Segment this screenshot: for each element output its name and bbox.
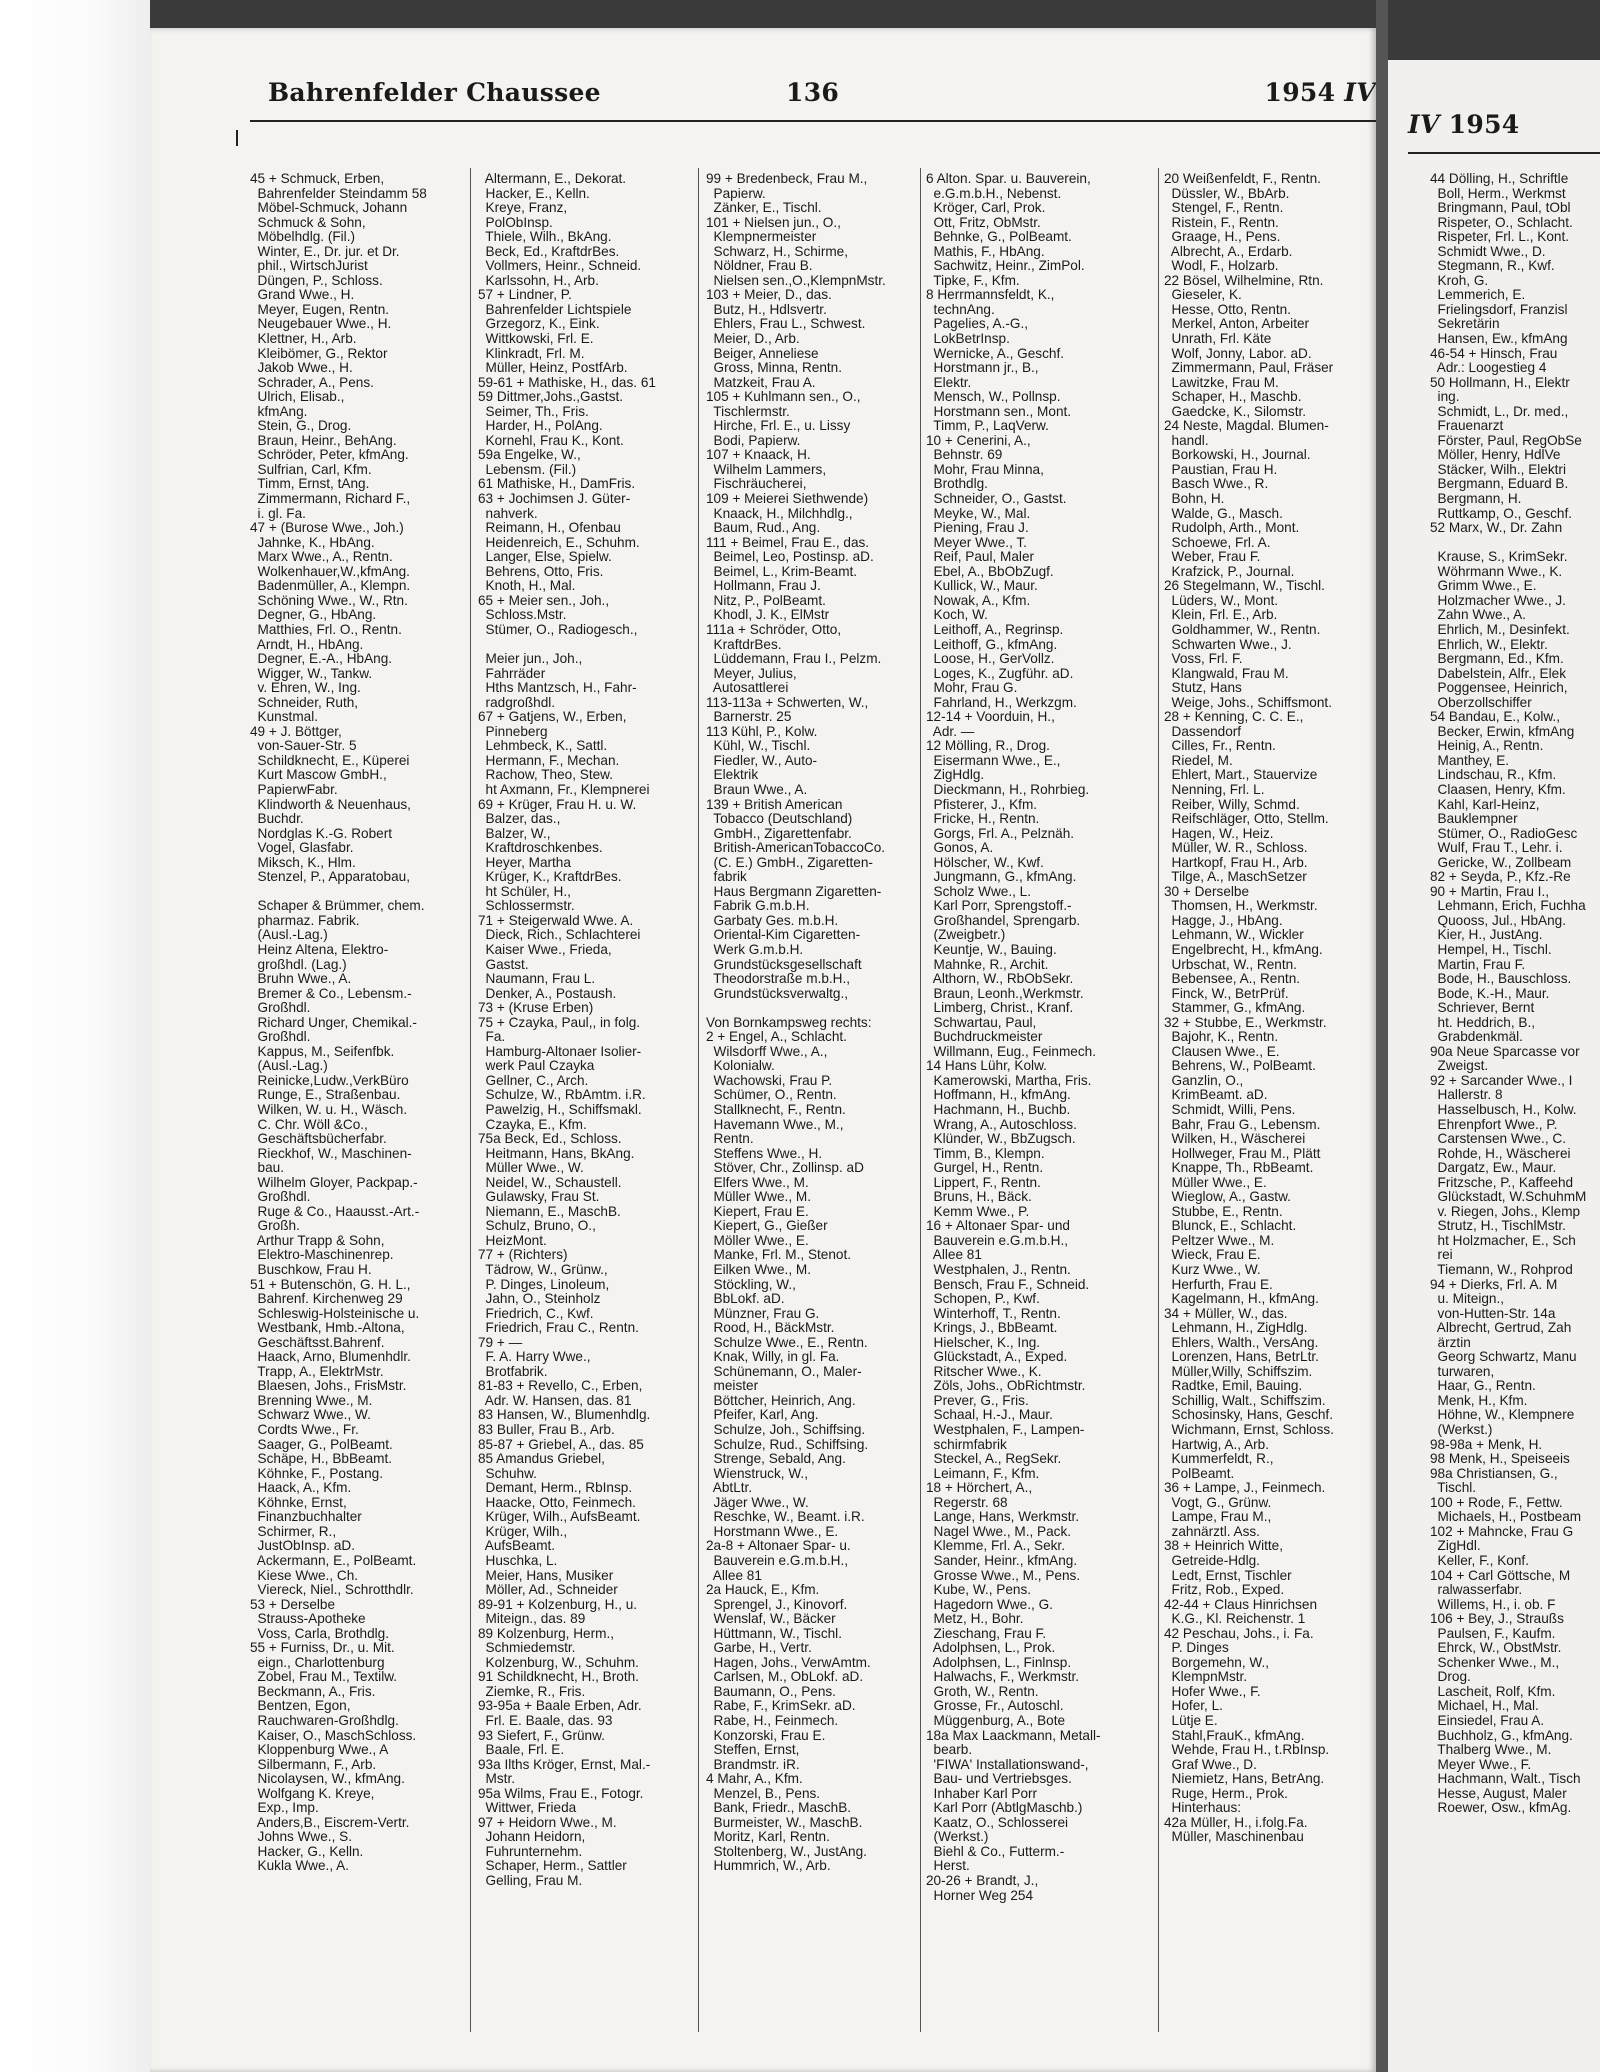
column-2: Altermann, E., Dekorat. Hacker, E., Kelln. Kreye, Franz, PolObInsp. Thiele, Wilh., BkAng. Beck, Ed., KraftdrBes. Vollmers, Heinr., Schneid. Karlssohn, H., Arb. 57 + Lindner, P. Bahrenfelder Lichtspiele Grzegorz, K., Eink. Wittkowski, Frl. E. Klinkradt, Frl. M. Müller, Heinz, PostfArb. 59-61 + Mathiske, H., das. 61 59 Dittmer,Johs.,Gastst. Seimer, Th., Fris. Harder, H., PolAng. Kornehl, Frau K., Kont. 59a Engelke, W., Lebensm. (Fil.) 61 Mathiske, H., DamFris. 63 + Jochimsen J. Güter- nahverk. Reimann, H., Ofenbau Heidenreich, E., Schuhm. Langer, Else, Spielw. Behrens, Otto, Fris. Knoth, H., Mal. 65 + Meier sen., Joh., Schloss.Mstr. Stümer, O., Radiogesch., Meier jun., Joh., Fahrräder Hths Mantzsch, H., Fahr- radgroßhdl. 67 + Gatjens, W., Erben, Pinneberg Lehmbeck, K., Sattl. Hermann, F., Mechan. Rachow, Theo, Stew. ht Axmann, Fr., Klempnerei 69 + Krüger, Frau H. u. W. Balzer, das., Balzer, W., Kraftdroschkenbes. Heyer, Martha Krüger, K., KraftdrBes. ht Schüler, H., Schlossermstr. 71 + Steigerwald Wwe. A. Dieck, Rich., Schlachterei Kaiser Wwe., Frieda, Gastst. Naumann, Frau L. Denker, A., Postaush. 73 + (Kruse Erben) 75 + Czayka, Paul,, in folg. Fa. Hamburg-Altonaer Isolier- werk Paul Czayka Gellner, C., Arch. Schulze, W., RbAmtm. i.R. Pawelzig, H., Schiffsmakl. Czayka, E., Kfm. 75a Beck, Ed., Schloss. Heitmann, Hans, BkAng. Müller Wwe., W. Neidel, W., Schaustell. Gulawsky, Frau St. Niemann, E., MaschB. Schulz, Bruno, O., HeizMont. 77 + (Richters) Tädrow, W., Grünw., P. Dinges, Linoleum, Jahn, O., Steinholz Friedrich, C., Kwf. Friedrich, Frau C., Rentn. 79 + — F. A. Harry Wwe., Brotfabrik. 81-83 + Revello, C., Erben, Adr. W. Hansen, das. 81 83 Hansen, W., Blumenhdlg. 83 Buller, Frau B., Arb. 85-87 + Griebel, A., das. 85 85 Amandus Griebel, Schuhw. Demant, Herm., RbInsp. Haacke, Otto, Feinmech. Krüger, Wilh., AufsBeamt. Krüger, Wilh., AufsBeamt. Huschka, L. Meier, Hans, Musiker Möller, Ad., Schneider 89-91 + Kolzenburg, H., u. Miteign., das. 89 89 Kolzenburg, Herm., Schmiedemstr. Kolzenburg, W., Schuhm. 91 Schildknecht, H., Broth. Ziemke, R., Fris. 93-95a + Baale Erben, Adr. Frl. E. Baale, das. 93 93 Siefert, F., Grünw. Baale, Frl. E. 93a Ilths Kröger, Ernst, Mal.- Mstr. 95a Wilms, Frau E., Fotogr. Wittwer, Frieda 97 + Heidorn Wwe., M. Johann Heidorn, Fuhrunternehm. Schaper, Herm., Sattler Gelling, Frau M. (478, 172, 656, 1888)
page-number: 136 (786, 78, 840, 107)
street-title: Bahrenfelder Chaussee (268, 78, 601, 107)
year: 1954 (1264, 78, 1336, 107)
book-gutter (1376, 0, 1388, 2072)
header-rule (250, 120, 1376, 122)
next-directory-page (1388, 60, 1600, 2072)
margin-mark (236, 130, 238, 146)
column-1: 45 + Schmuck, Erben, Bahrenfelder Steindamm 58 Möbel-Schmuck, Johann Schmuck & Sohn, Möbelhdlg. (Fil.) Winter, E., Dr. jur. et Dr. phil., WirtschJurist Düngen, P., Schloss. Grand Wwe., H. Meyer, Eugen, Rentn. Neugebauer Wwe., H. Klettner, H., Arb. Kleibömer, G., Rektor Jakob Wwe., H. Schrader, A., Pens. Ulrich, Elisab., kfmAng. Stein, G., Drog. Braun, Heinr., BehAng. Schröder, Peter, kfmAng. Sulfrian, Carl, Kfm. Timm, Ernst, tAng. Zimmermann, Richard F., i. gl. Fa. 47 + (Burose Wwe., Joh.) Jahnke, K., HbAng. Marx Wwe., A., Rentn. Wolkenhauer,W.,kfmAng. Badenmüller, A., Klempn. Schöning Wwe., W., Rtn. Degner, G., HbAng. Matthies, Frl. O., Rentn. Arndt, H., HbAng. Degner, E.-A., HbAng. Wigger, W., Tankw. v. Ehren, W., Ing. Schneider, Ruth, Kunstmal. 49 + J. Böttger, von-Sauer-Str. 5 Schildknecht, E., Küperei Kurt Mascow GmbH., PapierwFabr. Klindworth & Neuenhaus, Buchdr. Nordglas K.-G. Robert Vogel, Glasfabr. Miksch, K., Hlm. Stenzel, P., Apparatobau, Schaper & Brümmer, chem. pharmaz. Fabrik. (Ausl.-Lag.) Heinz Altena, Elektro- großhdl. (Lag.) Bruhn Wwe., A. Bremer & Co., Lebensm.- Großhdl. Richard Unger, Chemikal.- Großhdl. Kappus, M., Seifenfbk. (Ausl.-Lag.) Reinicke,Ludw.,VerkBüro Runge, E., Straßenbau. Wilken, W. u. H., Wäsch. C. Chr. Wöll &Co., Geschäftsbücherfabr. Rieckhof, W., Maschinen- bau. Wilhelm Gloyer, Packpap.- Großhdl. Ruge & Co., Haausst.-Art.- Großh. Arthur Trapp & Sohn, Elektro-Maschinenrep. Buschkow, Frau H. 51 + Butenschön, G. H. L., Bahrenf. Kirchenweg 29 Schleswig-Holsteinische u. Westbank, Hmb.-Altona, Geschäftsst.Bahrenf. Haack, Arno, Blumenhdlr. Trapp, A., ElektrMstr. Blaesen, Johs., FrisMstr. Brenning Wwe., M. Schwarz Wwe., W. Cordts Wwe., Fr. Saager, G., PolBeamt. Schäpe, H., BbBeamt. Köhnke, F., Postang. Haack, A., Kfm. Köhnke, Ernst, Finanzbuchhalter Schirmer, R., JustObInsp. aD. Ackermann, E., PolBeamt. Kiese Wwe., Ch. Viereck, Niel., Schrotthdlr. 53 + Derselbe Strauss-Apotheke Voss, Carla, Brothdlg. 55 + Furniss, Dr., u. Mit. eign., Charlottenburg Zobel, Frau M., Textilw. Beckmann, A., Fris. Bentzen, Egon, Rauchwaren-Großhdlg. Kaiser, O., MaschSchloss. Kloppenburg Wwe., A Silbermann, F., Arb. Nicolaysen, W., kfmAng. Wolfgang K. Kreye, Exp., Imp. Anders,B., Eiscrem-Vertr. Johns Wwe., S. Hacker, G., Kelln. Kukla Wwe., A. (250, 172, 427, 1874)
scan-background-left (0, 0, 150, 2072)
next-page-year: 1954 (1448, 110, 1520, 139)
column-4: 6 Alton. Spar. u. Bauverein, e.G.m.b.H., Nebenst. Kröger, Carl, Prok. Ott, Fritz, ObMstr. Behnke, G., PolBeamt. Mathis, F., HbAng. Sachwitz, Heinr., ZimPol. Tipke, F., Kfm. 8 Herrmannsfeldt, K., technAng. Pagelies, A.-G., LokBetrInsp. Wernicke, A., Geschf. Horstmann jr., B., Elektr. Mensch, W., Pollnsp. Horstmann sen., Mont. Timm, P., LaqVerw. 10 + Cenerini, A., Behnstr. 69 Mohr, Frau Minna, Brothdlg. Schneider, O., Gastst. Meyke, W., Mal. Piening, Frau J. Meyer Wwe., T. Reif, Paul, Maler Ebel, A., BbObZugf. Kullick, W., Maur. Nowak, A., Kfm. Koch, W. Leithoff, A., Regrinsp. Leithoff, G., kfmAng. Loose, H., GerVollz. Loges, K., Zugführ. aD. Mohr, Frau G. Fahrland, H., Werkzgm. 12-14 + Voorduin, H., Adr. — 12 Mölling, R., Drog. Eisermann Wwe., E., ZigHdlg. Dieckmann, H., Rohrbieg. Pfisterer, J., Kfm. Fricke, H., Rentn. Gorgs, Frl. A., Pelznäh. Gonos, A. Hölscher, W., Kwf. Jungmann, G., kfmAng. Scholz Wwe., L. Karl Porr, Sprengstoff.- Großhandel, Sprengarb. (Zweigbetr.) Keuntje, W., Bauing. Mahnke, R., Archit. Althorn, W., RbObSekr. Braun, Leonh.,Werkmstr. Limberg, Christ., Kranf. Schwartau, Paul, Buchdruckmeister Willmann, Eug., Feinmech. 14 Hans Lühr, Kolw. Kamerowski, Martha, Fris. Hoffmann, H., kfmAng. Hachmann, H., Buchb. Wrang, A., Autoschloss. Klünder, W., BbZugsch. Timm, B., Klempn. Gurgel, H., Rentn. Lippert, F., Rentn. Bruns, H., Bäck. Kemm Wwe., P. 16 + Altonaer Spar- und Bauverein e.G.m.b.H., Allee 81 Westphalen, J., Rentn. Bensch, Frau F., Schneid. Schopen, P., Kwf. Winterhoff, T., Rentn. Krings, J., BbBeamt. Hielscher, K., Ing. Glückstadt, A., Exped. Ritscher Wwe., K. Zöls, Johs., ObRichtmstr. Prever, G., Fris. Schaal, H.-J., Maur. Westphalen, F., Lampen- schirmfabrik Steckel, A., RegSekr. Leimann, F., Kfm. 18 + Hörchert, A., Regerstr. 68 Lange, Hans, Werkmstr. Nagel Wwe., M., Pack. Klemme, Frl. A., Sekr. Sander, Heinr., kfmAng. Grosse Wwe., M., Pens. Kube, W., Pens. Hagedorn Wwe., G. Metz, H., Bohr. Zieschang, Frau F. Adolphsen, L., Prok. Adolphsen, L., Finlnsp. Halwachs, F., Werkmstr. Groth, W., Rentn. Grosse, Fr., Autoschl. Müggenburg, A., Bote 18a Max Laackmann, Metall- bearb. 'FIWA' Installationswand-, Bau- und Vertriebsges. Inhaber Karl Porr Karl Porr (AbtlgMaschb.) Kaatz, O., Schlosserei (Werkst.) Biehl & Co., Futterm.- Herst. 20-26 + Brandt, J., Horner Weg 254 (926, 172, 1101, 1903)
column-divider (1158, 168, 1159, 2032)
next-page-column: 44 Dölling, H., Schriftle Boll, Herm., Werkmst Bringmann, Paul, tObl Rispeter, O., Schlacht. Rispeter, Frl. L., Kont. Schmidt Wwe., D. Stegmann, R., Kwf. Kroh, G. Lemmerich, E. Frielingsdorf, Franzisl Sekretärin Hansen, Ew., kfmAng 46-54 + Hinsch, Frau Adr.: Loogestieg 4 50 Hollmann, H., Elektr ing. Schmidt, L., Dr. med., Frauenarzt Förster, Paul, RegObSe Möller, Henry, HdlVe Stäcker, Wilh., Elektri Bergmann, Eduard B. Bergmann, H. Ruttkamp, O., Geschf. 52 Marx, W., Dr. Zahn Krause, S., KrimSekr. Wöhrmann Wwe., K. Grimm Wwe., E. Holzmacher Wwe., J. Zahn Wwe., A. Ehrlich, M., Desinfekt. Ehrlich, W., Elektr. Bergmann, Ed., Kfm. Dabelstein, Alfr., Elek Poggensee, Heinrich, Oberzollschiffer 54 Bandau, E., Kolw., Becker, Erwin, kfmAng Heinig, A., Rentn. Manthey, E. Lindschau, R., Kfm. Claasen, Henry, Kfm. Kahl, Karl-Heinz, Bauklempner Stümer, O., RadioGesc Wulf, Frau T., Lehr. i. Gericke, W., Zollbeam 82 + Seyda, P., Kfz.-Re 90 + Martin, Frau I., Lehmann, Erich, Fuchha Quooss, Jul., HbAng. Kier, H., JustAng. Hempel, H., Tischl. Martin, Frau F. Bode, H., Bauschloss. Bode, K.-H., Maur. Schriever, Bernt ht. Heddrich, B., Grabdenkmäl. 90a Neue Sparcasse vor Zweigst. 92 + Sarcander Wwe., I Hallerstr. 8 Hasselbusch, H., Kolw. Ehrenpfort Wwe., P. Carstensen Wwe., C. Rohde, H., Wäscherei Dargatz, Ew., Maur. Fritzsche, P., Kaffeehd Glückstadt, W.SchuhmM v. Riegen, Johs., Klemp Strutz, H., TischlMstr. ht Holzmacher, E., Sch rei Tiemann, W., Rohprod 94 + Dierks, Frl. A. M u. Miteign., von-Hutten-Str. 14a Albrecht, Gertrud, Zah ärztin Georg Schwartz, Manu turwaren, Haar, G., Rentn. Menk, H., Kfm. Höhne, W., Klempnere (Werkst.) 98-98a + Menk, H. 98 Menk, H., Speiseeis 98a Christiansen, G., Tischl. 100 + Rode, F., Fettw. Michaels, H., Postbeam 102 + Mahncke, Frau G ZigHdl. Keller, F., Konf. 104 + Carl Göttsche, M ralwasserfabr. Willems, H., i. ob. F 106 + Bey, J., Straußs Paulsen, F., Kaufm. Ehrck, W., ObstMstr. Schenker Wwe., M., Drog. Lascheit, Rolf, Kfm. Michael, H., Mal. Einsiedel, Frau A. Buchholz, G., kfmAng. Thalberg Wwe., M. Meyer Wwe., F. Hachmann, Walt., Tisch Hesse, August, Maler Roewer, Osw., kfmAg. (1430, 172, 1587, 1816)
column-divider (698, 168, 699, 2032)
directory-page (150, 28, 1376, 2072)
year-volume (1265, 78, 1377, 107)
next-page-header (1408, 110, 1520, 139)
next-page-header-rule (1408, 152, 1600, 154)
column-divider (920, 168, 921, 2032)
column-divider (470, 168, 471, 2032)
column-5: 20 Weißenfeldt, F., Rentn. Düssler, W., BbArb. Stengel, F., Rentn. Ristein, F., Rentn. Graage, H., Pens. Albrecht, A., Erdarb. Wodl, F., Holzarb. 22 Bösel, Wilhelmine, Rtn. Gieseler, K. Hesse, Otto, Rentn. Merkel, Anton, Arbeiter Unrath, Frl. Käte Wolf, Jonny, Labor. aD. Zimmermann, Paul, Fräser Lawitzke, Frau M. Schaper, H., Maschb. Gaedcke, K., Silomstr. 24 Neste, Magdal. Blumen- handl. Borkowski, H., Journal. Paustian, Frau H. Basch Wwe., R. Bohn, H. Walde, G., Masch. Rudolph, Arth., Mont. Schoewe, Frl. A. Weber, Frau F. Krafzick, P., Journal. 26 Stegelmann, W., Tischl. Lüders, W., Mont. Klein, Frl. E., Arb. Goldhammer, W., Rentn. Schwarten Wwe., J. Voss, Frl. F. Klangwald, Frau M. Stutz, Hans Weige, Johs., Schiffsmont. 28 + Kenning, C. C. E., Dassendorf Cilles, Fr., Rentn. Riedel, M. Ehlert, Mart., Stauervize Nenning, Frl. L. Reiber, Willy, Schmd. Reifschläger, Otto, Stellm. Hagen, W., Heiz. Müller, W. R., Schloss. Hartkopf, Frau H., Arb. Tilge, A., MaschSetzer 30 + Derselbe Thomsen, H., Werkmstr. Hagge, J., HbAng. Lehmann, W., Wickler Engelbrecht, H., kfmAng. Urbschat, W., Rentn. Bebensee, A., Rentn. Finck, W., BetrPrüf. Stammer, G., kfmAng. 32 + Stubbe, E., Werkmstr. Bajohr, K., Rentn. Clausen Wwe., E. Behrens, W., PolBeamt. Ganzlin, O., KrimBeamt. aD. Schmidt, Willi, Pens. Bahr, Frau G., Lebensm. Wilken, H., Wäscherei Hollweger, Frau M., Plätt Knappe, Th., RbBeamt. Müller Wwe., E. Wieglow, A., Gastw. Stubbe, E., Rentn. Blunck, E., Schlacht. Peltzer Wwe., M. Wieck, Frau E. Kurz Wwe., W. Herfurth, Frau E. Kagelmann, H., kfmAng. 34 + Müller, W., das. Lehmann, H., ZigHdlg. Ehlers, Walth., VersAng. Lorenzen, Hans, BetrLtr. Müller,Willy, Schiffszim. Radtke, Emil, Bauing. Schillig, Walt., Schiffszim. Schosinsky, Hans, Geschf. Wichmann, Ernst, Schloss. Hartwig, A., Arb. Kummerfeldt, R., PolBeamt. 36 + Lampe, J., Feinmech. Vogt, G., Grünw. Lampe, Frau M., zahnärztl. Ass. 38 + Heinrich Witte, Getreide-Hdlg. Ledt, Ernst, Tischler Fritz, Rob., Exped. 42-44 + Claus Hinrichsen K.G., Kl. Reichenstr. 1 42 Peschau, Johs., i. Fa. P. Dinges Borgemehn, W., KlempnMstr. Hofer Wwe., F. Hofer, L. Lütje E. Stahl,FrauK., kfmAng. Wehde, Frau H., t.RbInsp. Graf Wwe., D. Niemietz, Hans, BetrAng. Ruge, Herm., Prok. Hinterhaus: 42a Müller, H., i.folg.Fa. Müller, Maschinenbau (1164, 172, 1334, 1845)
volume: IV (1344, 78, 1376, 107)
column-3: 99 + Bredenbeck, Frau M., Papierw. Zänker, E., Tischl. 101 + Nielsen jun., O., Klempnermeister Schwarz, H., Schirme, Nöldner, Frau B. Nielsen sen.,O.,KlempnMstr. 103 + Meier, D., das. Butz, H., Hdlsvertr. Ehlers, Frau L., Schwest. Meier, D., Arb. Beiger, Anneliese Gross, Minna, Rentn. Matzkeit, Frau A. 105 + Kuhlmann sen., O., Tischlermstr. Hirche, Frl. E., u. Lissy Bodi, Papierw. 107 + Knaack, H. Wilhelm Lammers, Fischräucherei, 109 + Meierei Siethwende) Knaack, H., Milchhdlg., Baum, Rud., Ang. 111 + Beimel, Frau E., das. Beimel, Leo, Postinsp. aD. Beimel, L., Krim-Beamt. Hollmann, Frau J. Nitz, P., PolBeamt. Khodl, J. K., ElMstr 111a + Schröder, Otto, KraftdrBes. Lüddemann, Frau I., Pelzm. Meyer, Julius, Autosattlerei 113-113a + Schwerten, W., Barnerstr. 25 113 Kühl, P., Kolw. Kühl, W., Tischl. Fiedler, W., Auto- Elektrik Braun Wwe., A. 139 + British American Tobacco (Deutschland) GmbH., Zigarettenfabr. British-AmericanTobaccoCo. (C. E.) GmbH., Zigaretten- fabrik Haus Bergmann Zigaretten- Fabrik G.m.b.H. Garbaty Ges. m.b.H. Oriental-Kim Cigaretten- Werk G.m.b.H. Grundstücksgesellschaft Theodorstraße m.b.H., Grundstücksverwaltg., Von Bornkampsweg rechts: 2 + Engel, A., Schlacht. Wilsdorff Wwe., A., Kolonialw. Wachowski, Frau P. Schümer, O., Rentn. Stallknecht, F., Rentn. Havemann Wwe., M., Rentn. Steffens Wwe., H. Stöver, Chr., Zollinsp. aD Elfers Wwe., M. Müller Wwe., M. Kiepert, Frau E. Kiepert, G., Gießer Möller Wwe., E. Manke, Frl. M., Stenot. Eilken Wwe., M. Stöckling, W., BbLokf. aD. Münzner, Frau G. Rood, H., BäckMstr. Schulze Wwe., E., Rentn. Knak, Willy, in gl. Fa. Schünemann, O., Maler- meister Böttcher, Heinrich, Ang. Pfeifer, Karl, Ang. Schulze, Joh., Schiffsing. Schulze, Rud., Schiffsing. Strenge, Sebald, Ang. Wienstruck, W., AbtLtr. Jäger Wwe., W. Reschke, W., Beamt. i.R. Horstmann Wwe., E. 2a-8 + Altonaer Spar- u. Bauverein e.G.m.b.H., Allee 81 2a Hauck, E., Kfm. Sprengel, J., Kinovorf. Wenslaf, W., Bäcker Hüttmann, W., Tischl. Garbe, H., Vertr. Hagen, Johs., VerwAmtm. Carlsen, M., ObLokf. aD. Baumann, O., Pens. Rabe, F., KrimSekr. aD. Rabe, H., Feinmech. Konzorski, Frau E. Steffen, Ernst, Brandmstr. iR. 4 Mahr, A., Kfm. Menzel, B., Pens. Bank, Friedr., MaschB. Burmeister, W., MaschB. Moritz, Karl, Rentn. Stoltenberg, W., JustAng. Hummrich, W., Arb. (706, 172, 886, 1874)
next-page-volume: IV (1408, 110, 1440, 139)
